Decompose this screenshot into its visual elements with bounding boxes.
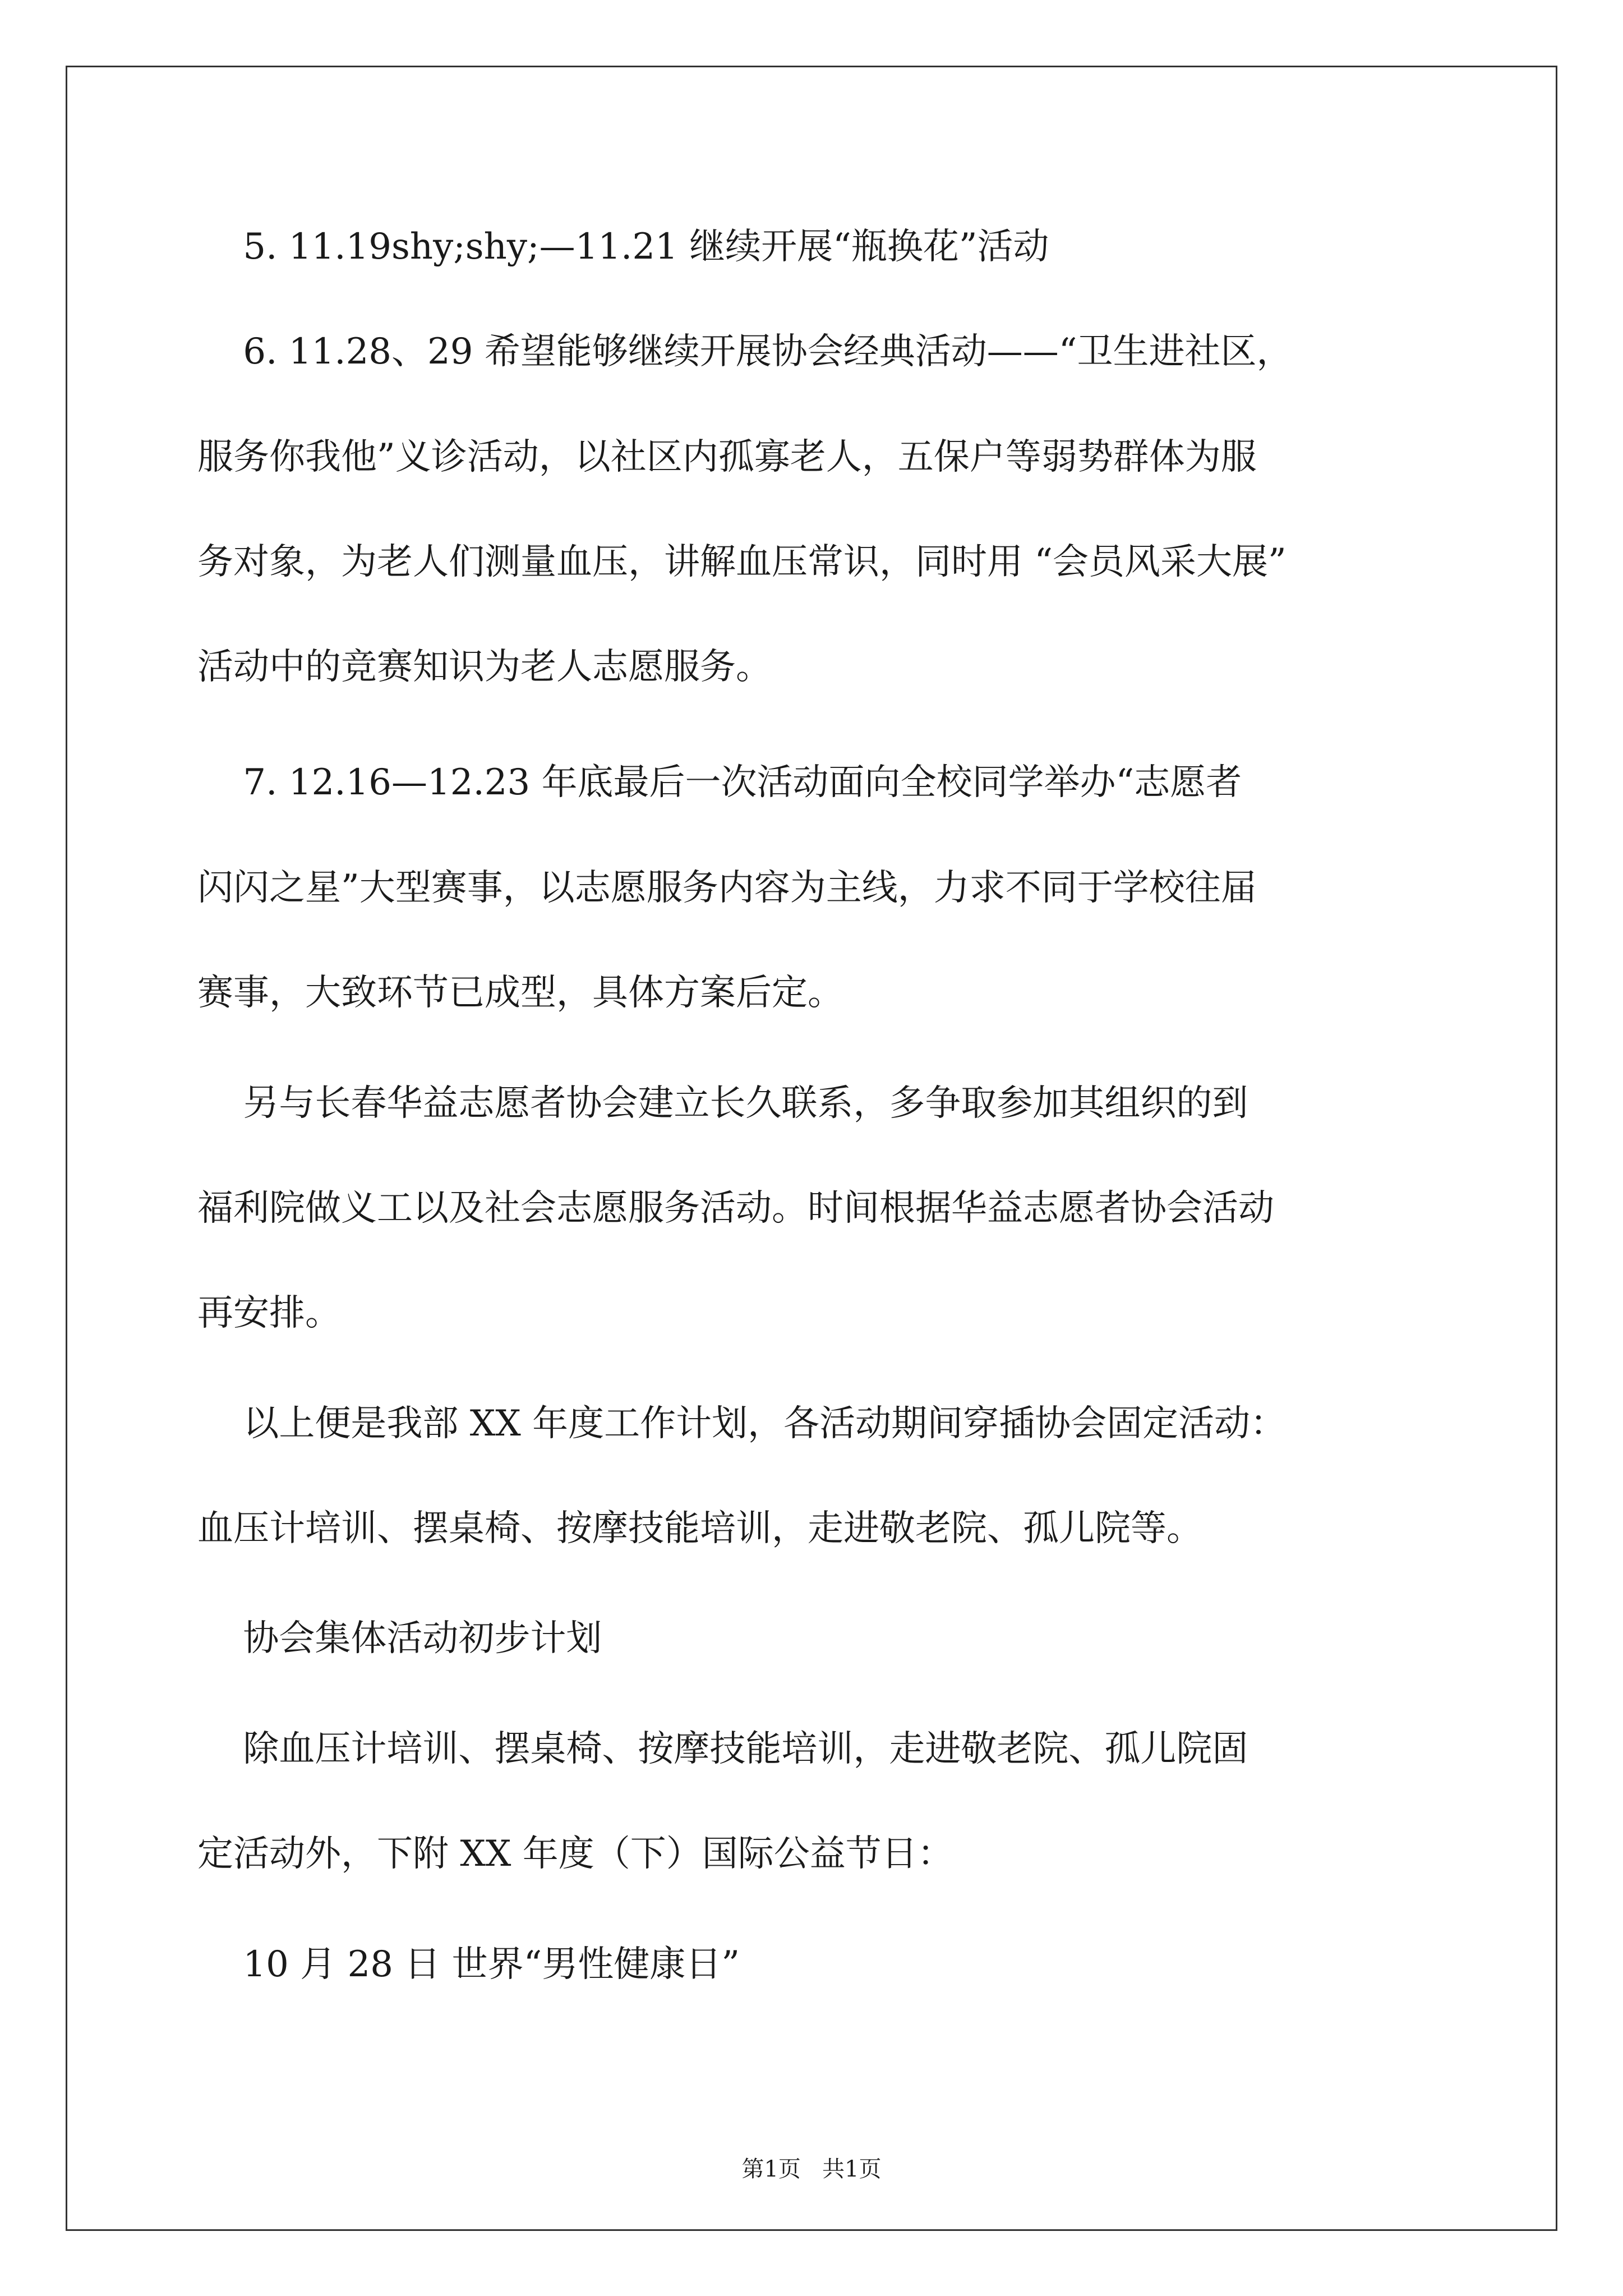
paragraph-line: 以上便是我部 XX 年度工作计划，各活动期间穿插协会固定活动： (197, 1403, 1287, 1444)
paragraph-line: 福利院做义工以及社会志愿服务活动。时间根据华益志愿者协会活动 (197, 1188, 1274, 1229)
paragraph-line: 赛事，大致环节已成型，具体方案后定。 (197, 972, 843, 1014)
paragraph-line: 协会集体活动初步计划 (197, 1618, 602, 1659)
paragraph-line: 定活动外，下附 XX 年度（下）国际公益节日： (197, 1833, 953, 1875)
paragraph-line: 再安排。 (197, 1292, 341, 1334)
paragraph-line: 务对象，为老人们测量血压，讲解血压常识，同时用 “会员风采大展” (197, 541, 1287, 583)
paragraph-line: 服务你我他”义诊活动，以社区内孤寡老人，五保户等弱势群体为服 (197, 436, 1257, 478)
paragraph-line: 7. 12.16—12.23 年底最后一次活动面向全校同学举办“志愿者 (197, 762, 1242, 803)
paragraph-line: 6. 11.28、29 希望能够继续开展协会经典活动——“卫生进社区， (197, 331, 1293, 372)
paragraph-line: 10 月 28 日 世界“男性健康日” (197, 1944, 740, 1985)
paragraph-line: 血压计培训、摆桌椅、按摩技能培训，走进敬老院、孤儿院等。 (197, 1508, 1202, 1549)
page-footer: 第1页 共1页 (741, 2156, 882, 2182)
paragraph-line: 除血压计培训、摆桌椅、按摩技能培训，走进敬老院、孤儿院固 (197, 1728, 1248, 1770)
paragraph-line: 另与长春华益志愿者协会建立长久联系，多争取参加其组织的到 (197, 1083, 1248, 1124)
paragraph-line: 5. 11.19shy;shy;—11.21 继续开展“瓶换花”活动 (197, 226, 1049, 268)
paragraph-line: 闪闪之星”大型赛事，以志愿服务内容为主线，力求不同于学校往届 (197, 867, 1257, 909)
paragraph-line: 活动中的竞赛知识为老人志愿服务。 (197, 646, 772, 688)
page-border (66, 66, 1557, 2231)
